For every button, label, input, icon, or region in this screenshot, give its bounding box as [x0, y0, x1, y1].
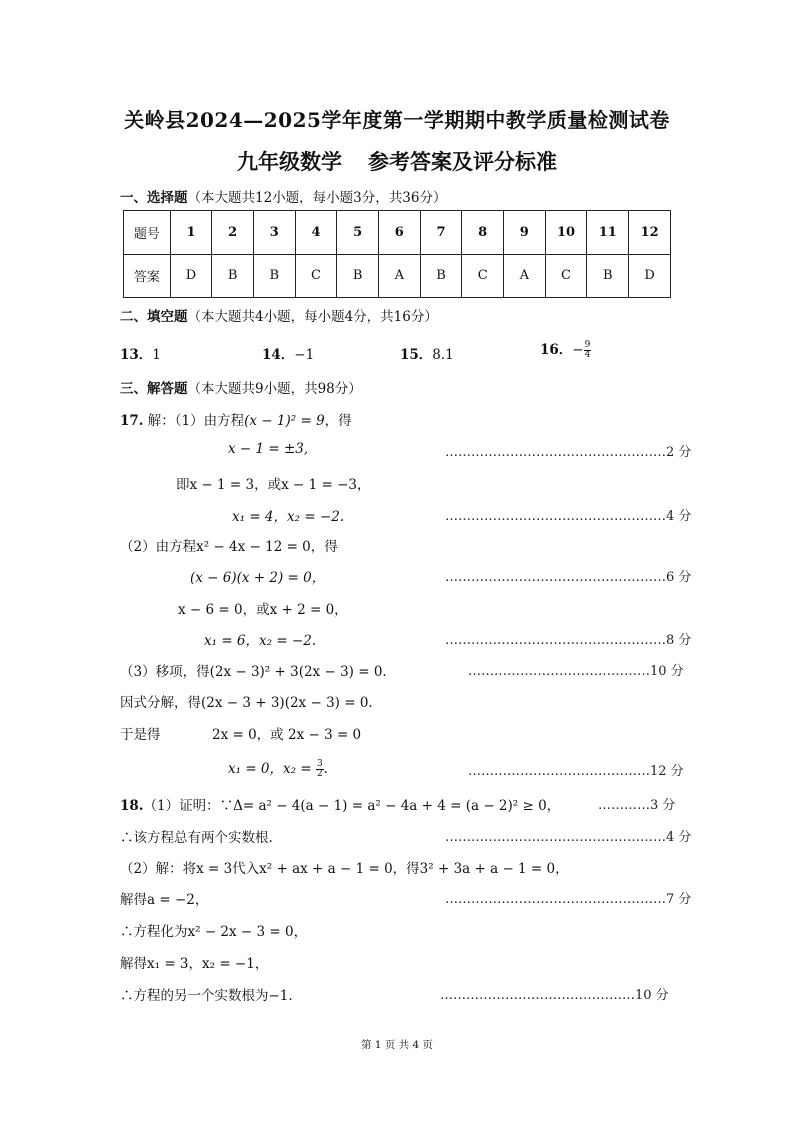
answer-choice: B — [212, 254, 254, 298]
section-2-name: 二、填空题 — [120, 309, 188, 325]
fill-fraction — [584, 341, 592, 360]
q17-line-8: x₁ = 6，x₂ = −2. — [204, 633, 317, 649]
question-number: 10 — [545, 211, 587, 255]
score-2: ……………………………………………2 分 — [445, 445, 692, 460]
answer-choice: A — [379, 254, 421, 298]
question-label: 18. — [120, 798, 144, 814]
question-number: 5 — [337, 211, 379, 255]
subtitle-answer-key: 参考答案及评分标准 — [368, 149, 557, 174]
q18-line-5: ∴方程化为x² − 2x − 3 = 0， — [120, 924, 308, 940]
answer-choice: B — [587, 254, 629, 298]
answer-choice: A — [504, 254, 546, 298]
exam-title: 关岭县2024—2025学年度第一学期期中教学质量检测试卷 — [124, 108, 670, 132]
fraction-denominator: 4 — [584, 350, 591, 360]
question-number: 9 — [504, 211, 546, 255]
answer-table-answer-row — [124, 254, 671, 298]
section-1-name: 一、选择题 — [120, 190, 188, 206]
q17-text-end: ，得 — [324, 413, 352, 429]
q17-line-6: (x − 6)(x + 2) = 0， — [190, 570, 326, 586]
answer-choice: B — [420, 254, 462, 298]
fill-number: 14． — [262, 347, 295, 363]
section-2-heading — [120, 305, 438, 325]
fill-value: 8.1 — [432, 347, 454, 363]
question-label: 17. — [120, 413, 144, 429]
fill-value: 1 — [152, 347, 161, 363]
q17-text: 解：（1）由方程 — [147, 413, 245, 429]
question-number: 1 — [170, 211, 212, 255]
fraction-numerator: 3 — [316, 759, 323, 769]
answer-choice: D — [170, 254, 212, 298]
question-number: 3 — [253, 211, 295, 255]
q17-equation: (x − 1)² = 9 — [244, 413, 325, 429]
answer-choice: D — [629, 254, 671, 298]
question-number: 6 — [379, 211, 421, 255]
q17-roots: x₁ = 0，x₂ = — [228, 761, 316, 777]
score-12: ……………………………………12 分 — [468, 764, 684, 779]
q17-line-2: x − 1 = ±3, — [228, 441, 309, 457]
q17-line-4: x₁ = 4，x₂ = −2. — [232, 509, 345, 525]
answer-choice: B — [253, 254, 295, 298]
fill-answer-15 — [400, 343, 454, 363]
score-10b: ………………………………………10 分 — [440, 988, 669, 1003]
exam-subtitle — [0, 146, 794, 176]
fill-value: −1 — [294, 347, 315, 363]
question-number: 12 — [629, 211, 671, 255]
answer-table-number-row — [124, 211, 671, 255]
answer-table-header-label: 题号 — [124, 211, 171, 255]
answer-choice: C — [545, 254, 587, 298]
fill-answer-13 — [120, 343, 161, 363]
section-3-name: 三、解答题 — [120, 381, 188, 397]
q18-line-1 — [120, 794, 560, 814]
fill-number: 13． — [120, 347, 153, 363]
fill-number: 16． — [540, 342, 573, 358]
question-number: 4 — [295, 211, 337, 255]
score-10: ……………………………………10 分 — [468, 664, 684, 679]
score-7: ……………………………………………7 分 — [445, 892, 692, 907]
q17-line-9: （3）移项，得(2x − 3)² + 3(2x − 3) = 0. — [120, 664, 387, 680]
q17-line-10: 因式分解，得(2x − 3 + 3)(2x − 3) = 0. — [120, 695, 373, 711]
question-number: 8 — [462, 211, 504, 255]
answer-choice: C — [295, 254, 337, 298]
score-4b: ……………………………………………4 分 — [445, 830, 692, 845]
answer-table — [123, 210, 671, 298]
q18-line-4: 解得a = −2， — [120, 892, 209, 908]
q18-line-7: ∴方程的另一个实数根为−1. — [120, 988, 293, 1004]
q17-line-12 — [228, 757, 328, 779]
fill-number: 15． — [400, 347, 433, 363]
section-1-note: （本大题共12小题，每小题3分，共36分） — [187, 190, 447, 206]
q17-line-1 — [120, 409, 352, 429]
q17-fraction — [316, 760, 324, 779]
question-number: 7 — [420, 211, 462, 255]
section-1-heading — [120, 186, 446, 206]
q18-line-6: 解得x₁ = 3，x₂ = −1， — [120, 956, 269, 972]
page-footer: 第 1 页 共 4 页 — [360, 1039, 434, 1051]
q17-line-3: 即x − 1 = 3，或x − 1 = −3， — [176, 477, 371, 493]
q17-line-11-eq: 2x = 0，或 2x − 3 = 0 — [212, 727, 362, 743]
fraction-denominator: 2 — [316, 769, 323, 779]
score-3: …………3 分 — [598, 798, 676, 813]
section-3-note: （本大题共9小题，共98分） — [187, 381, 362, 397]
q17-line-5: （2）由方程x² − 4x − 12 = 0，得 — [120, 539, 338, 555]
answer-table-answer-label: 答案 — [124, 254, 171, 298]
answer-choice: C — [462, 254, 504, 298]
section-3-heading — [120, 377, 362, 397]
question-number: 2 — [212, 211, 254, 255]
answer-choice: B — [337, 254, 379, 298]
fill-answer-14 — [262, 343, 314, 363]
q17-line-11-label: 于是得 — [120, 727, 161, 743]
q17-period: . — [323, 761, 328, 777]
q18-proof: （1）证明：∵Δ= a² − 4(a − 1) = a² − 4a + 4 = (a − 2)² ≥ 0， — [143, 798, 561, 814]
score-6: ……………………………………………6 分 — [445, 570, 692, 585]
fraction-numerator: 9 — [584, 340, 591, 350]
score-8: ……………………………………………8 分 — [445, 633, 692, 648]
q18-line-3: （2）解：将x = 3代入x² + ax + a − 1 = 0，得3² + 3a + a − 1 = 0， — [120, 861, 569, 877]
q17-line-7: x − 6 = 0，或x + 2 = 0， — [178, 602, 348, 618]
q18-line-2: ∴该方程总有两个实数根. — [120, 830, 273, 846]
fill-answer-16 — [540, 338, 591, 360]
question-number: 11 — [587, 211, 629, 255]
subtitle-subject: 九年级数学 — [237, 149, 342, 174]
section-2-note: （本大题共4小题，每小题4分，共16分） — [187, 309, 438, 325]
score-4: ……………………………………………4 分 — [445, 509, 692, 524]
fill-sign: − — [572, 342, 584, 358]
